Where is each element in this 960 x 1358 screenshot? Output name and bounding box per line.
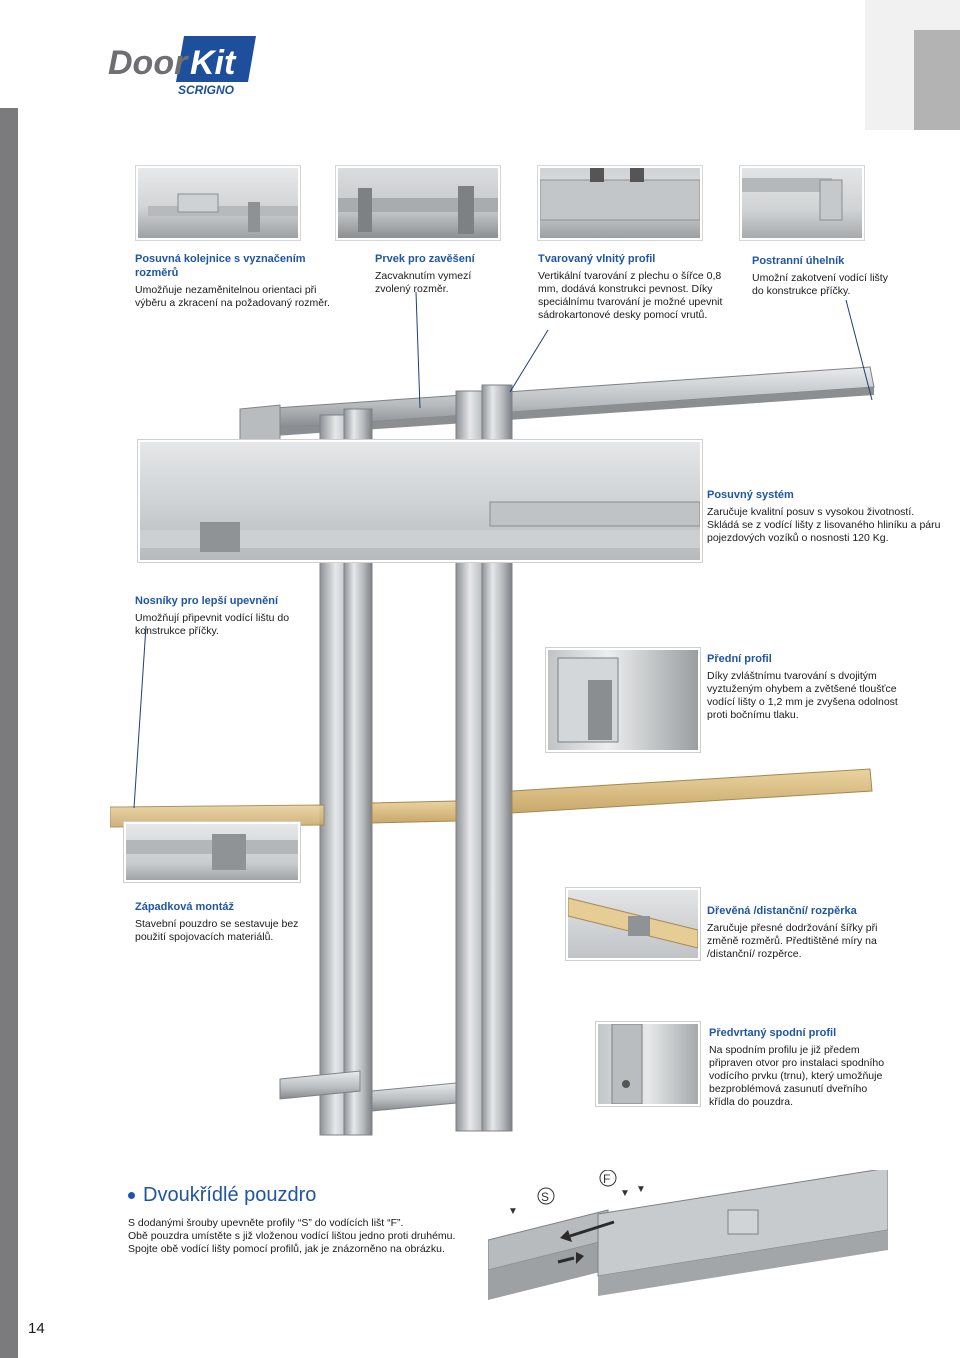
page-number: 14 — [28, 1320, 45, 1337]
callout-drevena-rozperka — [707, 904, 887, 961]
svg-text:SCRIGNO: SCRIGNO — [178, 83, 235, 96]
svg-text:Kit: Kit — [190, 44, 236, 82]
callout-title: Tvarovaný vlnitý profil — [538, 253, 656, 265]
callout-text: Umožňují připevnit vodící lištu do konstrukce příčky. — [135, 612, 290, 637]
callout-title: Přední profil — [707, 653, 772, 665]
section-title — [128, 1184, 488, 1207]
callout-prvek-pro-zaveseni — [375, 252, 505, 296]
callout-title: Prvek pro zavěšení — [375, 253, 475, 265]
screw-icon: ▼ — [636, 1184, 646, 1195]
callout-predni-profil — [707, 652, 907, 722]
svg-text:Door: Door — [108, 44, 188, 82]
callout-posuvny-system — [707, 488, 942, 545]
callout-title: Posuvný systém — [707, 489, 794, 501]
callout-text: Na spodním profilu je již předem připraven otvor pro instalaci spodního vodícího prvku (trnu), který umožňuje bezproblémová zasunutí dveřního křídla do pouzdra. — [709, 1044, 885, 1108]
callout-title: Dřevěná /distanční/ rozpěrka — [707, 905, 857, 917]
callout-tvarovany-profil — [538, 252, 738, 322]
callout-text: Vertikální tvarování z plechu o šířce 0,8 mm, dodává konstrukci pevnost. Díky speciálnímu tvarování je možné upevnit sádrokartonové desky pomocí vrutů. — [538, 270, 723, 321]
callout-text: Umožňuje nezaměnitelnou orientaci při výběru a zkracení na požadovaný rozměr. — [135, 284, 330, 309]
callout-title: Posuvná kolejnice s vyznačením rozměrů — [135, 253, 306, 279]
callout-text: Umožní zakotvení vodící lišty do konstrukce příčky. — [752, 272, 888, 297]
screw-icon: ▼ — [620, 1188, 630, 1199]
instruction-line: Obě pouzdra umístěte s již vloženou vodící lištou jedno proti druhému. — [128, 1230, 456, 1242]
callout-nosniky — [135, 594, 335, 638]
label-s: S — [541, 1190, 550, 1204]
callout-title: Postranní úhelník — [752, 255, 845, 267]
instruction-line: Spojte obě vodící lišty pomocí profilů, jak je znázorněno na obrázku. — [128, 1243, 445, 1255]
section-title-text: Dvoukřídlé pouzdro — [143, 1184, 317, 1206]
callout-title: Předvrtaný spodní profil — [709, 1027, 837, 1039]
callout-title: Západková montáž — [135, 901, 235, 913]
callout-text: Stavební pouzdro se sestavuje bez použití spojovacích materiálů. — [135, 918, 299, 943]
callout-predvrtany-profil — [709, 1026, 889, 1109]
double-pocket-diagram — [488, 1170, 888, 1310]
label-f: F — [603, 1172, 611, 1186]
callout-postranni-uhelnik — [752, 254, 892, 298]
callout-zapadkova-montaz — [135, 900, 320, 944]
callout-title: Nosníky pro lepší upevnění — [135, 595, 279, 607]
callout-text: Díky zvláštnímu tvarování s dvojitým vyztuženým ohybem a zvětšené tloušťce vodící lišty o 1,2 mm je zvyšena odolnost proti bočnímu tlaku. — [707, 670, 898, 721]
callout-text: Zaručuje kvalitní posuv s vysokou životností. Skládá se z vodící lišty z lisovaného hliníku a páru pojezdových vozíků o nosnosti 120 Kg. — [707, 506, 941, 544]
bullet-icon — [128, 1192, 135, 1199]
section-double-pocket — [128, 1184, 488, 1256]
callout-text: Zacvaknutím vymezí zvolený rozměr. — [375, 270, 472, 295]
section-instructions — [128, 1217, 488, 1256]
callout-text: Zaručuje přesné dodržování šířky při změně rozměrů. Předtištěné míry na /distanční/ rozpěrce. — [707, 922, 878, 960]
screw-icon: ▼ — [508, 1206, 518, 1217]
callout-posuvna-kolejnice — [135, 252, 350, 310]
instruction-line: S dodanými šrouby upevněte profily “S” do vodících lišt “F”. — [128, 1217, 404, 1229]
